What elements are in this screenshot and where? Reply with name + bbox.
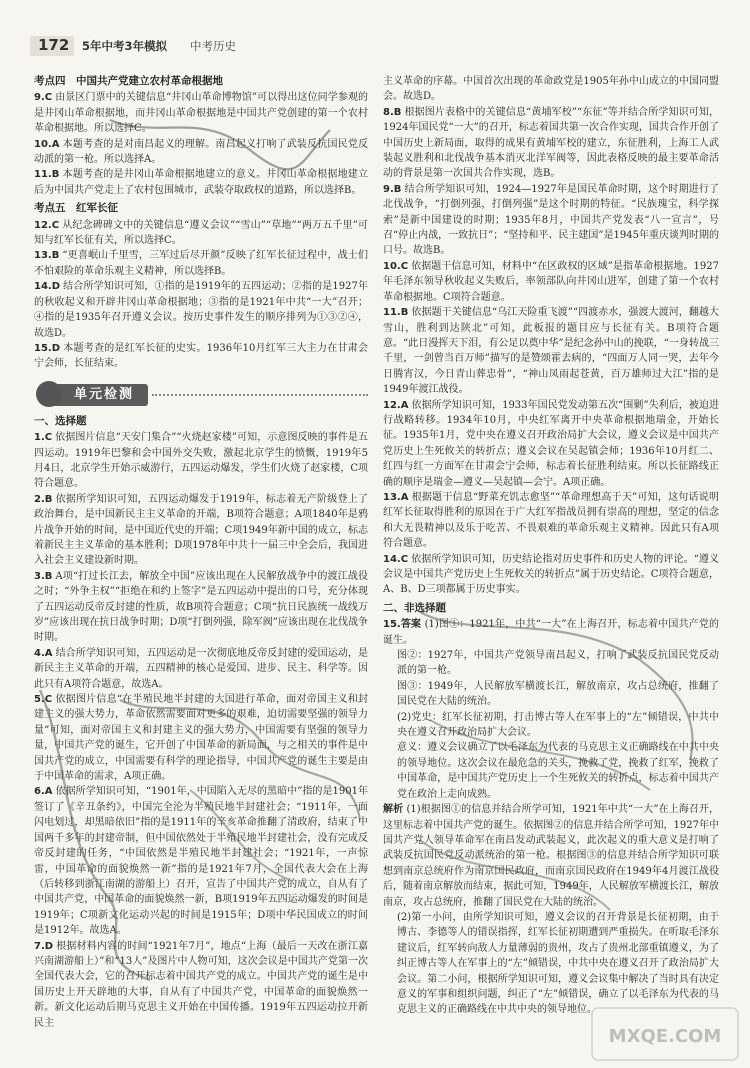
- section-heading: 一、选择题: [34, 414, 87, 427]
- analysis-paragraph: (2)第一小问，由所学知识可知，遵义会议的召开背景是长征初期，由于博古、李德等人的错误指挥，红军长征初期遭到严重损失。在听取毛泽东建议后，红军转向敌人力量薄弱的贵州，攻占了贵州北部重镇遵义，为了纠正博古等人在军事上的“左”倾错误，中共中央在遵义召开了政治局扩大会议。第二小问，根据所学知识可知，遵义会议集中解决了当时具有决定意义的军事和组织问题，纠正了“左”倾错误，确立了以毛泽东为代表的马克思主义的正确路线在中共中央的领导地位。: [397, 911, 719, 1016]
- analysis-item: 解析 (1)根据图①的信息并结合所学可知，1921年中共“一大”在上海召开，这里标志着中国共产党的诞生。依据图②的信息并结合所学可知，1927年中国共产党人领导革命军在南昌发动武装起义，此次起义的重大意义是打响了武装反抗国民党反动派统治的第一枪。根据图③的信息并结合所学知识可联想到南京总统府作为南京国民政府，而南京国民政府在1949年4月渡江战役后，随着南京解放而结束，据此可知，1949年，人民解放军横渡长江，解放南京，攻占总统府，推翻了国民党在大陆的统治。: [383, 804, 719, 908]
- answer-item: 9.C 由景区门票中的关键信息“井冈山革命博物馆”可以得出这位同学参观的是井冈山革命根据地，而井冈山革命根据地是中国共产党创建的第一个农村革命根据地。所以选择C。: [34, 92, 368, 135]
- topic4-heading: 考点四 中国共产党建立农村革命根据地: [34, 75, 223, 87]
- answer-item: 5.C 依据图片信息“在半殖民地半封建的大国进行革命，面对帝国主义和封建主义的强大势力，革命依然需要面对更多的艰难，迫切需要坚强的领导力量”可知，面对帝国主义和封建主义的强大势力，中国需要有坚强的领导力量，中国共产党的诞生，它开创了中国革命的新局面，与之相关的事件是中国共产党的成立，中国需要有科学的理论指导，中国共产党的诞生主要是由于中国革命的需求，A项正确。: [34, 694, 368, 783]
- mascot-icon: [36, 381, 62, 407]
- answer-paragraph: 图②：1927年，中国共产党领导南昌起义，打响了武装反抗国民党反动派的第一枪。: [397, 650, 719, 677]
- unit-test-label: 单元检测: [52, 384, 148, 406]
- answer-item: 12.A 依据所学知识可知，1933年国民党发动第五次“围剿”失利后，被迫进行战略转移。1934年10月，中央红军离开中央革命根据地瑞金，开始长征。1935年1月，党中央在遵义召开政治局扩大会议，遵义会议是中国共产党历史上生死攸关的转折点；遵义会议在吴起镇会师；1936年10月红二、红四与红一方面军在甘肃会宁会师，标志着长征胜利结束。所以长征路线正确的顺序是瑞金—遵义—吴起镇—会宁。A项正确。: [383, 399, 719, 488]
- answer-item: 10.A 本题考查的是对南昌起义的理解。南昌起义打响了武装反抗国民党反动派的第一枪。所以选择A。: [34, 138, 368, 166]
- answer-item: 13.B “更喜岷山千里雪，三军过后尽开颜”反映了红军长征过程中，战士们不怕艰险的革命乐观主义精神，所以选择B。: [34, 250, 368, 277]
- watermark-logo: [590, 1004, 740, 1064]
- answer-item: 8.B 根据图片表格中的关键信息“黄埔军校”“东征”等并结合所学知识可知，1924年国民党“一大”的召开，标志着国共第一次合作实现，国共合作开创了中国历史上新局面，取得的成果有黄埔军校的建立，东征胜利，上海工人武装起义胜利和北伐战争基本消灭北洋军阀等，因此表格反映的最主要革命活动的背景是第一次国共合作实现，选B。: [383, 106, 719, 180]
- answer-item: 1.C 依据图片信息“天安门集合”“火烧赵家楼”可知，示意图反映的事件是五四运动。1919年巴黎和会中国外交失败，激起北京学生的愤慨，1919年5月4日，北京学生开始示威游行，五四运动爆发，学生们火烧了赵家楼，C项符合题意。: [34, 432, 369, 490]
- answer-item: 15.D 本题考查的是红军长征的史实。1936年10月红军三大主力在甘肃会宁会师，长征结束。: [34, 342, 368, 370]
- topic5-heading: 考点五 红军长征: [34, 202, 118, 215]
- page-number: 172: [38, 36, 70, 54]
- answer-item: 14.C 依据所学知识可知，历史结论指对历史事件和历史人物的评论。“遵义会议是中国共产党历史上生死攸关的转折点”属于历史结论。C项符合题意，A、B、D三项都属于历史事实。: [383, 553, 719, 596]
- answer-paragraph: 意义：遵义会议确立了以毛泽东为代表的马克思主义正确路线在中共中央的领导地位。这次会议在最危急的关头，挽救了党，挽救了红军，挽救了中国革命，是中国共产党历史上一个生死攸关的转折点，标志着中国共产党在政治上走向成熟。: [397, 742, 719, 800]
- unit-test-banner: [34, 380, 368, 410]
- answer-item: 14.D 结合所学知识可知，①指的是1919年的五四运动；②指的是1927年的秋收起义和开辟井冈山革命根据地；③指的是1921年中共“一大”召开；④指的是1935年召开遵义会议。按历史事件发生的顺序排列为①③②④，故选D。: [34, 281, 368, 339]
- svg-text:MXQE.COM: MXQE.COM: [608, 1026, 722, 1047]
- book-title: 5年中考3年模拟: [82, 39, 168, 53]
- answer-item: 7.D 根据材料内容的时间“1921年7月”，地点“上海（最后一天改在浙江嘉兴南湖游船上）”和“13人”及图片中人物可知，这次会议是中国共产党第一次全国代表大会，它的召开标志着中国共产党的成立。中国共产党的诞生是中国历史上开天辟地的大事，自从有了中国共产党，中国革命的面貌焕然一新。新文化运动后期马克思主义开始在中国传播。1919年五四运动拉开新民主: [34, 940, 368, 1029]
- answer-paragraph: 图③：1949年，人民解放军横渡长江，解放南京，攻占总统府，推翻了国民党在大陆的统治。: [397, 680, 719, 708]
- subject-label: 中考历史: [190, 39, 236, 53]
- answer-paragraph: (2)党史：红军长征初期，打击博古等人在军事上的“左”倾错误，中共中央在遵义召开政治局扩大会议。: [397, 711, 719, 739]
- answer-item: 11.B 依据题干关键信息“乌江天险重飞渡”“四渡赤水，强渡大渡河，翻越大雪山，胜利到达陕北”可知，此板报的题目应与长征有关。B项符合题意。“此日漫挥天下泪，有公足以奠中华”是纪念孙中山的挽联，“一身转战三千里，一剑曾当百万师”描写的是赞颂霍去病的，“四面万人同一哭，去年今日腾宵汉，今日青山葬忠骨”，“神山凤雨起苍黄，百万雄师过大江”指的是1949年渡江战役。: [383, 307, 719, 396]
- answer-item: 4.A 结合所学知识可知，五四运动是一次彻底地反帝反封建的爱国运动，是新民主主义革命的开端，五四精神的核心是爱国、进步、民主、科学等。因此只有A项符合题意，故选A。: [34, 647, 368, 690]
- answer-item: 3.B A项“打过长江去，解放全中国”应该出现在人民解放战争中的渡江战役之时；“外争主权”“拒绝在和约上签字”是五四运动中提出的口号，充分体现了五四运动反帝反封建的性质，故B项符合题意；C项“抗日民族统一战线万岁”应该出现在抗日战争时期；D项“打倒列强，除军阀”应该出现在北伐战争时期。: [34, 570, 368, 644]
- answer-item: 15.答案 (1)图①：1921年，中共“一大”在上海召开，标志着中国共产党的诞生。: [383, 619, 720, 646]
- answer-item: 9.B 结合所学知识可知，1924—1927年是国民革命时期，这个时期进行了北伐战争，“打倒列强，打倒列强”是这个时期的特征。“民族瑰宝，科学探索”是新中国建设的时期；1935年8月，中国共产党发表“八一宣言”，号召“停止内战，一致抗日”；“坚持和平、民主建国”是1945年重庆谈判时期的口号。故选B。: [383, 183, 719, 257]
- page-header: [30, 36, 720, 58]
- answer-item: 10.C 依据题干信息可知，材料中“在区政权的区域”是指革命根据地。1927年毛泽东领导秋收起义失败后，率领部队向井冈山进军，创建了第一个农村革命根据地。C项符合题意。: [383, 260, 719, 303]
- answer-continuation: 主义革命的序幕。中国首次出现的革命政党是1905年孙中山成立的中国同盟会。故选D。: [383, 76, 719, 103]
- right-column: [383, 74, 719, 1018]
- section-heading: 二、非选择题: [383, 601, 446, 614]
- answer-item: 2.B 依据所学知识可知，五四运动爆发于1919年，标志着无产阶级登上了政治舞台，是中国新民主主义革命的开端，B项符合题意；A项1840年是鸦片战争开始的时间，是中国近代史的开端；C项1949年新中国的成立，标志着新民主主义革命的基本胜利；D项1978年中共十一届三中全会后，我国进入社会主义建设新时期。: [34, 493, 368, 567]
- dotted-divider: [152, 394, 368, 396]
- answer-item: 6.A 依据所学知识可知，“1901年，中国陷入无尽的黑暗中”指的是1901年签订了《辛丑条约》，中国完全沦为半殖民地半封建社会；“1911年，一面闪电划过，却黑暗依旧”指的是1911年的辛亥革命推翻了清政府，结束了中国两千多年的封建帝制，但中国依然处于半殖民地半封建社会，没有完成反帝反封建的任务，“中国依然是半殖民地半封建社会；“1921年，一声惊雷，中国革命的面貌焕然一新”指的是1921年7月，全国代表大会在上海（后转移到浙江南湖的游船上）召开，宣告了中国共产党的成立，自从有了中国共产党，中国革命的面貌焕然一新，B项1919年五四运动爆发的时间是1919年；C项新文化运动兴起的时间是1915年；D项中华民国成立的时间是1912年。故选A。: [34, 786, 368, 937]
- left-column: [34, 74, 368, 1031]
- answer-item: 13.A 根据题干信息“野菜充饥志愈坚”“革命理想高于天”可知，这句话说明红军长征取得胜利的原因在于广大红军指战员拥有崇高的理想，坚定的信念和大无畏精神以及乐于吃苦、不畏艰难的革命乐观主义精神。因此只有A项符合题意。: [383, 491, 719, 550]
- answer-item: 11.B 本题考查的是井冈山革命根据地建立的意义。井冈山革命根据地建立后为中国共产党走上了农村包围城市，武装夺取政权的道路，所以选择B。: [34, 169, 368, 196]
- answer-item: 12.C 从纪念碑碑文中的关键信息“遵义会议”“雪山”“草地”“两万五千里”可知与红军长征有关，所以选择C。: [34, 219, 368, 247]
